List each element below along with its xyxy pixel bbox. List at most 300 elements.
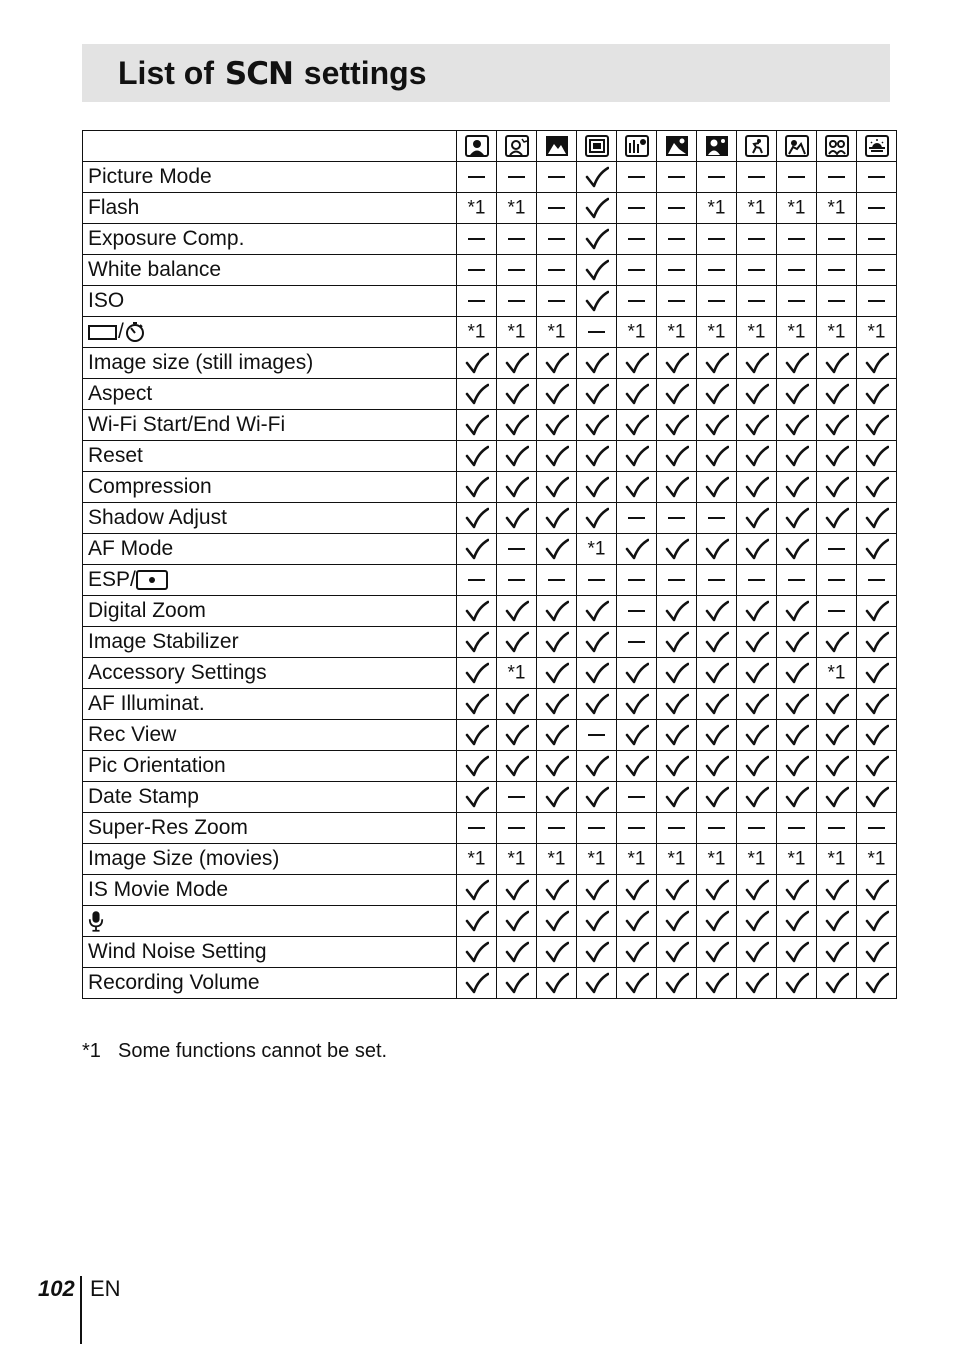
setting-cell	[857, 348, 897, 379]
note-mark: *1	[827, 321, 846, 343]
dash-mark	[548, 579, 565, 581]
note-mark: *1	[587, 538, 606, 560]
check-icon	[465, 631, 489, 653]
setting-cell	[457, 162, 497, 193]
dash-mark	[628, 517, 645, 519]
dash-mark	[508, 579, 525, 581]
check-icon	[545, 476, 569, 498]
setting-cell	[657, 565, 697, 596]
setting-cell	[857, 906, 897, 937]
setting-cell	[497, 317, 537, 348]
setting-cell	[537, 782, 577, 813]
check-icon	[585, 631, 609, 653]
dash-mark	[628, 827, 645, 829]
setting-cell	[737, 410, 777, 441]
check-icon	[545, 445, 569, 467]
setting-cell	[817, 410, 857, 441]
check-icon	[745, 600, 769, 622]
setting-cell	[577, 162, 617, 193]
setting-label-text: Super-Res Zoom	[88, 816, 248, 839]
setting-cell	[657, 162, 697, 193]
check-icon	[865, 414, 889, 436]
setting-label	[83, 658, 457, 689]
check-icon	[785, 724, 809, 746]
setting-cell	[497, 689, 537, 720]
setting-cell	[537, 162, 577, 193]
setting-cell	[777, 937, 817, 968]
table-row	[83, 472, 897, 503]
setting-label	[83, 937, 457, 968]
setting-cell	[697, 751, 737, 782]
note-mark: *1	[467, 197, 486, 219]
dash-mark	[468, 579, 485, 581]
dash-mark	[788, 579, 805, 581]
setting-cell	[737, 379, 777, 410]
check-icon	[745, 941, 769, 963]
setting-label-text: IS Movie Mode	[88, 878, 229, 901]
check-icon	[865, 352, 889, 374]
setting-label-text: ISO	[88, 289, 125, 312]
check-icon	[585, 290, 609, 312]
setting-cell	[857, 441, 897, 472]
dash-mark	[748, 300, 765, 302]
note-mark: *1	[467, 321, 486, 343]
setting-cell	[537, 441, 577, 472]
setting-label-text: Pic Orientation	[88, 754, 226, 777]
check-icon	[545, 538, 569, 560]
setting-cell	[697, 503, 737, 534]
check-icon	[825, 693, 849, 715]
setting-cell	[497, 937, 537, 968]
setting-cell	[457, 410, 497, 441]
dash-mark	[628, 207, 645, 209]
setting-cell	[737, 286, 777, 317]
setting-cell	[817, 441, 857, 472]
note-mark: *1	[707, 321, 726, 343]
setting-label-text: Recording Volume	[88, 971, 260, 994]
check-icon	[505, 414, 529, 436]
check-icon	[465, 972, 489, 994]
night-scene-icon	[625, 135, 649, 157]
dash-mark	[628, 176, 645, 178]
check-icon	[465, 941, 489, 963]
setting-cell	[777, 720, 817, 751]
check-icon	[625, 383, 649, 405]
check-icon	[825, 786, 849, 808]
setting-cell	[577, 472, 617, 503]
table-row	[83, 689, 897, 720]
setting-label	[83, 534, 457, 565]
check-icon	[825, 941, 849, 963]
sport-icon	[745, 135, 769, 157]
setting-cell	[577, 906, 617, 937]
check-icon	[825, 414, 849, 436]
check-icon	[865, 910, 889, 932]
check-icon	[545, 972, 569, 994]
check-icon	[465, 507, 489, 529]
setting-cell	[737, 472, 777, 503]
setting-cell	[777, 162, 817, 193]
check-icon	[785, 910, 809, 932]
dash-mark	[508, 269, 525, 271]
table-row	[83, 720, 897, 751]
setting-cell	[457, 906, 497, 937]
check-icon	[865, 941, 889, 963]
check-icon	[745, 879, 769, 901]
setting-cell	[657, 534, 697, 565]
setting-cell	[657, 193, 697, 224]
setting-cell	[617, 317, 657, 348]
setting-cell	[857, 751, 897, 782]
setting-cell	[777, 348, 817, 379]
setting-cell	[697, 410, 737, 441]
setting-cell	[537, 224, 577, 255]
setting-label-text: Flash	[88, 196, 140, 219]
setting-cell	[657, 813, 697, 844]
setting-cell	[497, 968, 537, 999]
check-icon	[545, 631, 569, 653]
check-icon	[545, 786, 569, 808]
setting-cell	[737, 193, 777, 224]
setting-cell	[777, 875, 817, 906]
check-icon	[625, 445, 649, 467]
check-icon	[865, 879, 889, 901]
check-icon	[505, 507, 529, 529]
dash-mark	[708, 238, 725, 240]
dash-mark	[828, 548, 845, 550]
check-icon	[665, 786, 689, 808]
setting-cell	[777, 658, 817, 689]
dash-mark	[868, 176, 885, 178]
dash-mark	[748, 827, 765, 829]
note-mark: *1	[827, 848, 846, 870]
setting-label-text: Shadow Adjust	[88, 506, 227, 529]
note-mark: *1	[867, 848, 886, 870]
check-icon	[865, 786, 889, 808]
setting-cell	[577, 782, 617, 813]
check-icon	[665, 755, 689, 777]
setting-cell	[657, 658, 697, 689]
check-icon	[705, 383, 729, 405]
table-row	[83, 937, 897, 968]
note-mark: *1	[667, 848, 686, 870]
check-icon	[745, 662, 769, 684]
setting-cell	[857, 286, 897, 317]
check-icon	[585, 476, 609, 498]
setting-cell	[537, 472, 577, 503]
setting-cell	[497, 410, 537, 441]
setting-cell	[457, 534, 497, 565]
setting-cell	[457, 565, 497, 596]
setting-cell	[537, 627, 577, 658]
setting-cell	[857, 658, 897, 689]
setting-cell	[817, 782, 857, 813]
setting-cell	[457, 689, 497, 720]
check-icon	[665, 724, 689, 746]
check-icon	[585, 414, 609, 436]
setting-cell	[577, 813, 617, 844]
setting-cell	[457, 782, 497, 813]
table-row	[83, 782, 897, 813]
note-mark: *1	[507, 848, 526, 870]
setting-label	[83, 720, 457, 751]
setting-cell	[657, 689, 697, 720]
note-mark: *1	[627, 321, 646, 343]
setting-cell	[857, 472, 897, 503]
setting-cell	[657, 782, 697, 813]
page-title	[118, 44, 426, 102]
check-icon	[825, 755, 849, 777]
dash-mark	[828, 238, 845, 240]
check-icon	[625, 941, 649, 963]
setting-cell	[857, 162, 897, 193]
setting-cell	[537, 565, 577, 596]
check-icon	[665, 352, 689, 374]
setting-cell	[577, 627, 617, 658]
setting-cell	[537, 813, 577, 844]
dash-mark	[668, 300, 685, 302]
setting-cell	[657, 379, 697, 410]
setting-cell	[457, 472, 497, 503]
setting-label	[83, 844, 457, 875]
mode-column-header	[577, 131, 617, 162]
dash-mark	[748, 269, 765, 271]
setting-cell	[617, 255, 657, 286]
table-row	[83, 596, 897, 627]
dash-mark	[588, 579, 605, 581]
setting-cell	[497, 658, 537, 689]
dash-mark	[628, 796, 645, 798]
check-icon	[825, 972, 849, 994]
table-row	[83, 751, 897, 782]
setting-cell	[577, 503, 617, 534]
setting-cell	[657, 906, 697, 937]
setting-cell	[577, 937, 617, 968]
check-icon	[505, 383, 529, 405]
setting-cell	[657, 844, 697, 875]
setting-label	[83, 410, 457, 441]
setting-cell	[817, 348, 857, 379]
setting-cell	[497, 286, 537, 317]
check-icon	[465, 724, 489, 746]
check-icon	[705, 755, 729, 777]
setting-cell	[617, 658, 657, 689]
table-row	[83, 906, 897, 937]
check-icon	[505, 941, 529, 963]
dash-mark	[868, 579, 885, 581]
check-icon	[705, 910, 729, 932]
setting-cell	[697, 720, 737, 751]
setting-cell	[737, 441, 777, 472]
setting-cell	[497, 472, 537, 503]
dash-mark	[748, 579, 765, 581]
setting-cell	[857, 503, 897, 534]
check-icon	[465, 662, 489, 684]
setting-cell	[777, 317, 817, 348]
setting-cell	[537, 317, 577, 348]
check-icon	[585, 197, 609, 219]
setting-cell	[857, 968, 897, 999]
check-icon	[825, 724, 849, 746]
dash-mark	[708, 827, 725, 829]
table-row	[83, 348, 897, 379]
table-header-row	[83, 131, 897, 162]
setting-cell	[457, 720, 497, 751]
check-icon	[625, 724, 649, 746]
setting-cell	[577, 968, 617, 999]
setting-cell	[617, 968, 657, 999]
setting-cell	[657, 286, 697, 317]
dash-mark	[468, 269, 485, 271]
dash-mark	[748, 238, 765, 240]
check-icon	[705, 941, 729, 963]
note-mark: *1	[747, 197, 766, 219]
setting-cell	[537, 286, 577, 317]
spot-metering-icon	[136, 569, 168, 591]
setting-cell	[777, 379, 817, 410]
check-icon	[465, 476, 489, 498]
dash-mark	[828, 610, 845, 612]
setting-cell	[537, 751, 577, 782]
dash-mark	[748, 176, 765, 178]
check-icon	[865, 476, 889, 498]
setting-cell	[457, 348, 497, 379]
check-icon	[785, 941, 809, 963]
check-icon	[585, 445, 609, 467]
note-mark: *1	[507, 662, 526, 684]
check-icon	[625, 414, 649, 436]
check-icon	[705, 414, 729, 436]
check-icon	[665, 631, 689, 653]
setting-cell	[737, 906, 777, 937]
note-mark: *1	[827, 662, 846, 684]
dash-mark	[468, 827, 485, 829]
note-mark: *1	[707, 197, 726, 219]
setting-cell	[657, 751, 697, 782]
dash-mark	[508, 548, 525, 550]
setting-cell	[857, 534, 897, 565]
setting-cell	[537, 968, 577, 999]
dash-mark	[508, 238, 525, 240]
table-row	[83, 844, 897, 875]
note-mark: *1	[787, 197, 806, 219]
check-icon	[785, 476, 809, 498]
header-blank-cell	[83, 131, 457, 162]
dash-mark	[668, 517, 685, 519]
setting-cell	[657, 472, 697, 503]
setting-cell	[737, 503, 777, 534]
check-icon	[745, 631, 769, 653]
title-prefix: List of	[118, 55, 214, 91]
check-icon	[665, 383, 689, 405]
check-icon	[665, 414, 689, 436]
check-icon	[665, 662, 689, 684]
setting-cell	[457, 658, 497, 689]
hand-held-starlight-icon	[585, 135, 609, 157]
setting-cell	[817, 689, 857, 720]
setting-cell	[697, 534, 737, 565]
note-mark: *1	[547, 848, 566, 870]
note-mark: *1	[787, 321, 806, 343]
setting-cell	[697, 937, 737, 968]
check-icon	[465, 445, 489, 467]
check-icon	[865, 693, 889, 715]
setting-label	[83, 441, 457, 472]
check-icon	[585, 972, 609, 994]
setting-cell	[657, 317, 697, 348]
landscape-icon	[545, 135, 569, 157]
setting-cell	[697, 565, 737, 596]
setting-cell	[857, 782, 897, 813]
setting-label-text: Wi-Fi Start/End Wi-Fi	[88, 413, 286, 436]
setting-cell	[817, 255, 857, 286]
setting-cell	[777, 751, 817, 782]
setting-label-text: /	[118, 320, 124, 343]
setting-cell	[857, 193, 897, 224]
setting-cell	[737, 658, 777, 689]
dash-mark	[868, 207, 885, 209]
setting-cell	[617, 875, 657, 906]
check-icon	[745, 755, 769, 777]
mode-column-header	[537, 131, 577, 162]
note-mark: *1	[747, 848, 766, 870]
check-icon	[625, 538, 649, 560]
setting-cell	[497, 255, 537, 286]
setting-cell	[497, 596, 537, 627]
setting-label	[83, 472, 457, 503]
dash-mark	[588, 331, 605, 333]
table-row	[83, 441, 897, 472]
table-row	[83, 193, 897, 224]
setting-cell	[657, 937, 697, 968]
setting-cell	[457, 968, 497, 999]
dash-mark	[508, 796, 525, 798]
setting-cell	[617, 596, 657, 627]
check-icon	[505, 631, 529, 653]
setting-cell	[577, 193, 617, 224]
setting-cell	[577, 844, 617, 875]
check-icon	[585, 879, 609, 901]
setting-cell	[497, 162, 537, 193]
portrait-icon	[465, 135, 489, 157]
check-icon	[505, 693, 529, 715]
check-icon	[665, 538, 689, 560]
setting-cell	[457, 379, 497, 410]
setting-label	[83, 348, 457, 379]
setting-cell	[697, 255, 737, 286]
check-icon	[505, 724, 529, 746]
table-row	[83, 503, 897, 534]
footnote-text: Some functions cannot be set.	[118, 1040, 388, 1062]
setting-cell	[577, 565, 617, 596]
setting-cell	[537, 844, 577, 875]
note-mark: *1	[507, 321, 526, 343]
check-icon	[545, 383, 569, 405]
check-icon	[745, 786, 769, 808]
note-mark: *1	[867, 321, 886, 343]
setting-cell	[777, 968, 817, 999]
setting-cell	[737, 534, 777, 565]
setting-cell	[497, 751, 537, 782]
setting-cell	[857, 565, 897, 596]
setting-cell	[697, 658, 737, 689]
setting-cell	[737, 596, 777, 627]
dash-mark	[548, 300, 565, 302]
setting-cell	[457, 627, 497, 658]
mode-column-header	[617, 131, 657, 162]
check-icon	[825, 507, 849, 529]
check-icon	[665, 879, 689, 901]
